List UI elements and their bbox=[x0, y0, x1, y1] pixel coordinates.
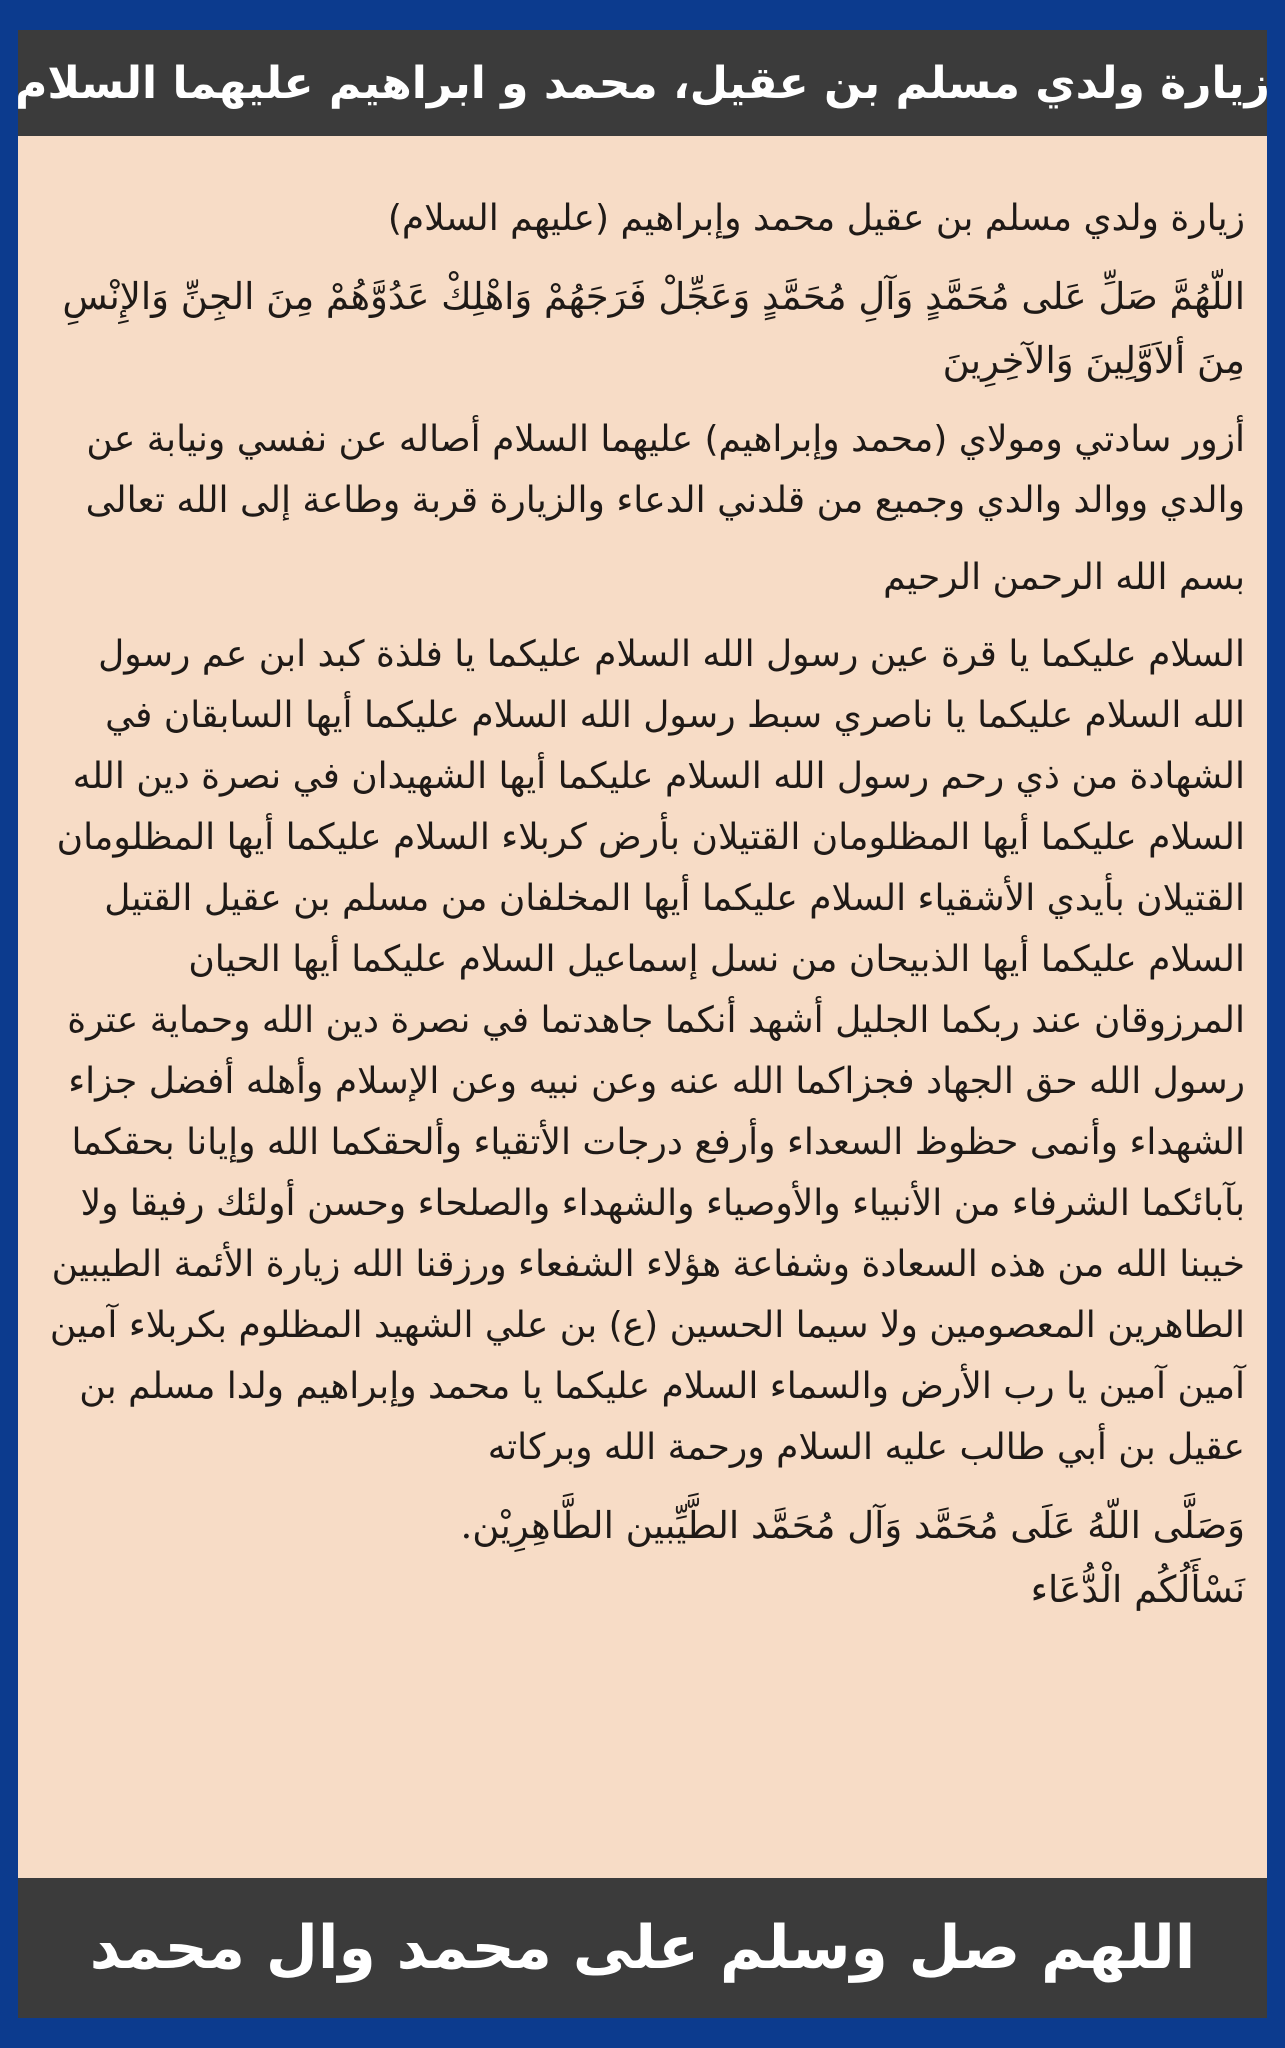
closing-salawat: وَصَلَّى اللّهُ عَلَى مُحَمَّد وَآل مُحَمَّد الطَّيِّبين الطَّاهِرِيْن. bbox=[460, 1504, 1245, 1547]
document-heading: زيارة ولدي مسلم بن عقيل محمد وإبراهيم (عليهم السلام) bbox=[387, 198, 1245, 239]
footer-bar bbox=[18, 1878, 1267, 2018]
prayer-request: نَسْأَلُكُم الْدُّعَاء bbox=[1030, 1568, 1245, 1611]
page-frame bbox=[15, 30, 1270, 2018]
opening-salawat: اللّهُمَّ صَلِّ عَلى مُحَمَّدٍ وَآلِ مُحَمَّدٍ وَعَجِّلْ فَرَجَهُمْ وَاهْلِكْ عَدُوَّهُمْ مِنَ الجِنِّ وَالإِنْسِ مِنَ ألاَوَّلِينَ وَالآخِرِينَ bbox=[62, 275, 1245, 382]
footer-salawat: اللهم صل وسلم على محمد وال محمد bbox=[89, 1913, 1196, 1983]
document-body bbox=[18, 136, 1267, 1878]
header-bar bbox=[15, 30, 1270, 136]
header-title: زيارة ولدي مسلم بن عقيل، محمد و ابراهيم عليهما السلام bbox=[15, 57, 1270, 109]
intention-paragraph: أزور سادتي ومولاي (محمد وإبراهيم) عليهما السلام أصاله عن نفسي ونيابة عن والدي ووالد والدي وجميع من قلدني الدعاء والزيارة قربة وطاعة إلى الله تعالى bbox=[85, 419, 1245, 521]
ziyarah-text: السلام عليكما يا قرة عين رسول الله السلام عليكما يا فلذة كبد ابن عم رسول الله السلام عليكما يا ناصري سبط رسول الله السلام عليكما أيها السابقان في الشهادة من ذي رحم رسول الله السلام عليكما أيها الشهيدان في نصرة دين الله السلام عليكما أيها المظلومان القتيلان بأرض كربلاء السلام عليكما أيها المظلومان القتيلان بأيدي الأشقياء السلام عليكما أيها المخلفان من مسلم بن عقيل القتيل السلام عليكما أيها الذبيحان من نسل إسماعيل السلام عليكما أيها الحيان المرزوقان عند ربكما الجليل أشهد أنكما جاهدتما في نصرة دين الله وحماية عترة رسول الله حق الجهاد فجزاكما الله عنه وعن نبيه وعن الإسلام وأهله أفضل جزاء الشهداء وأنمى حظوظ السعداء وأرفع درجات الأتقياء وألحقكما الله وإيانا بحقكما بآبائكما الشرفاء من الأنبياء والأوصياء والشهداء والصلحاء وحسن أولئك رفيقا ولا خيبنا الله من هذه السعادة وشفاعة هؤلاء الشفعاء ورزقنا الله زيارة الأئمة الطيبين الطاهرين المعصومين ولا سيما الحسين (ع) بن علي الشهيد المظلوم بكربلاء آمين آمين آمين يا رب الأرض والسماء السلام عليكما يا محمد وإبراهيم ولدا مسلم بن عقيل بن أبي طالب عليه السلام ورحمة الله وبركاته bbox=[49, 634, 1245, 1468]
basmala: بسم الله الرحمن الرحيم bbox=[883, 557, 1245, 598]
